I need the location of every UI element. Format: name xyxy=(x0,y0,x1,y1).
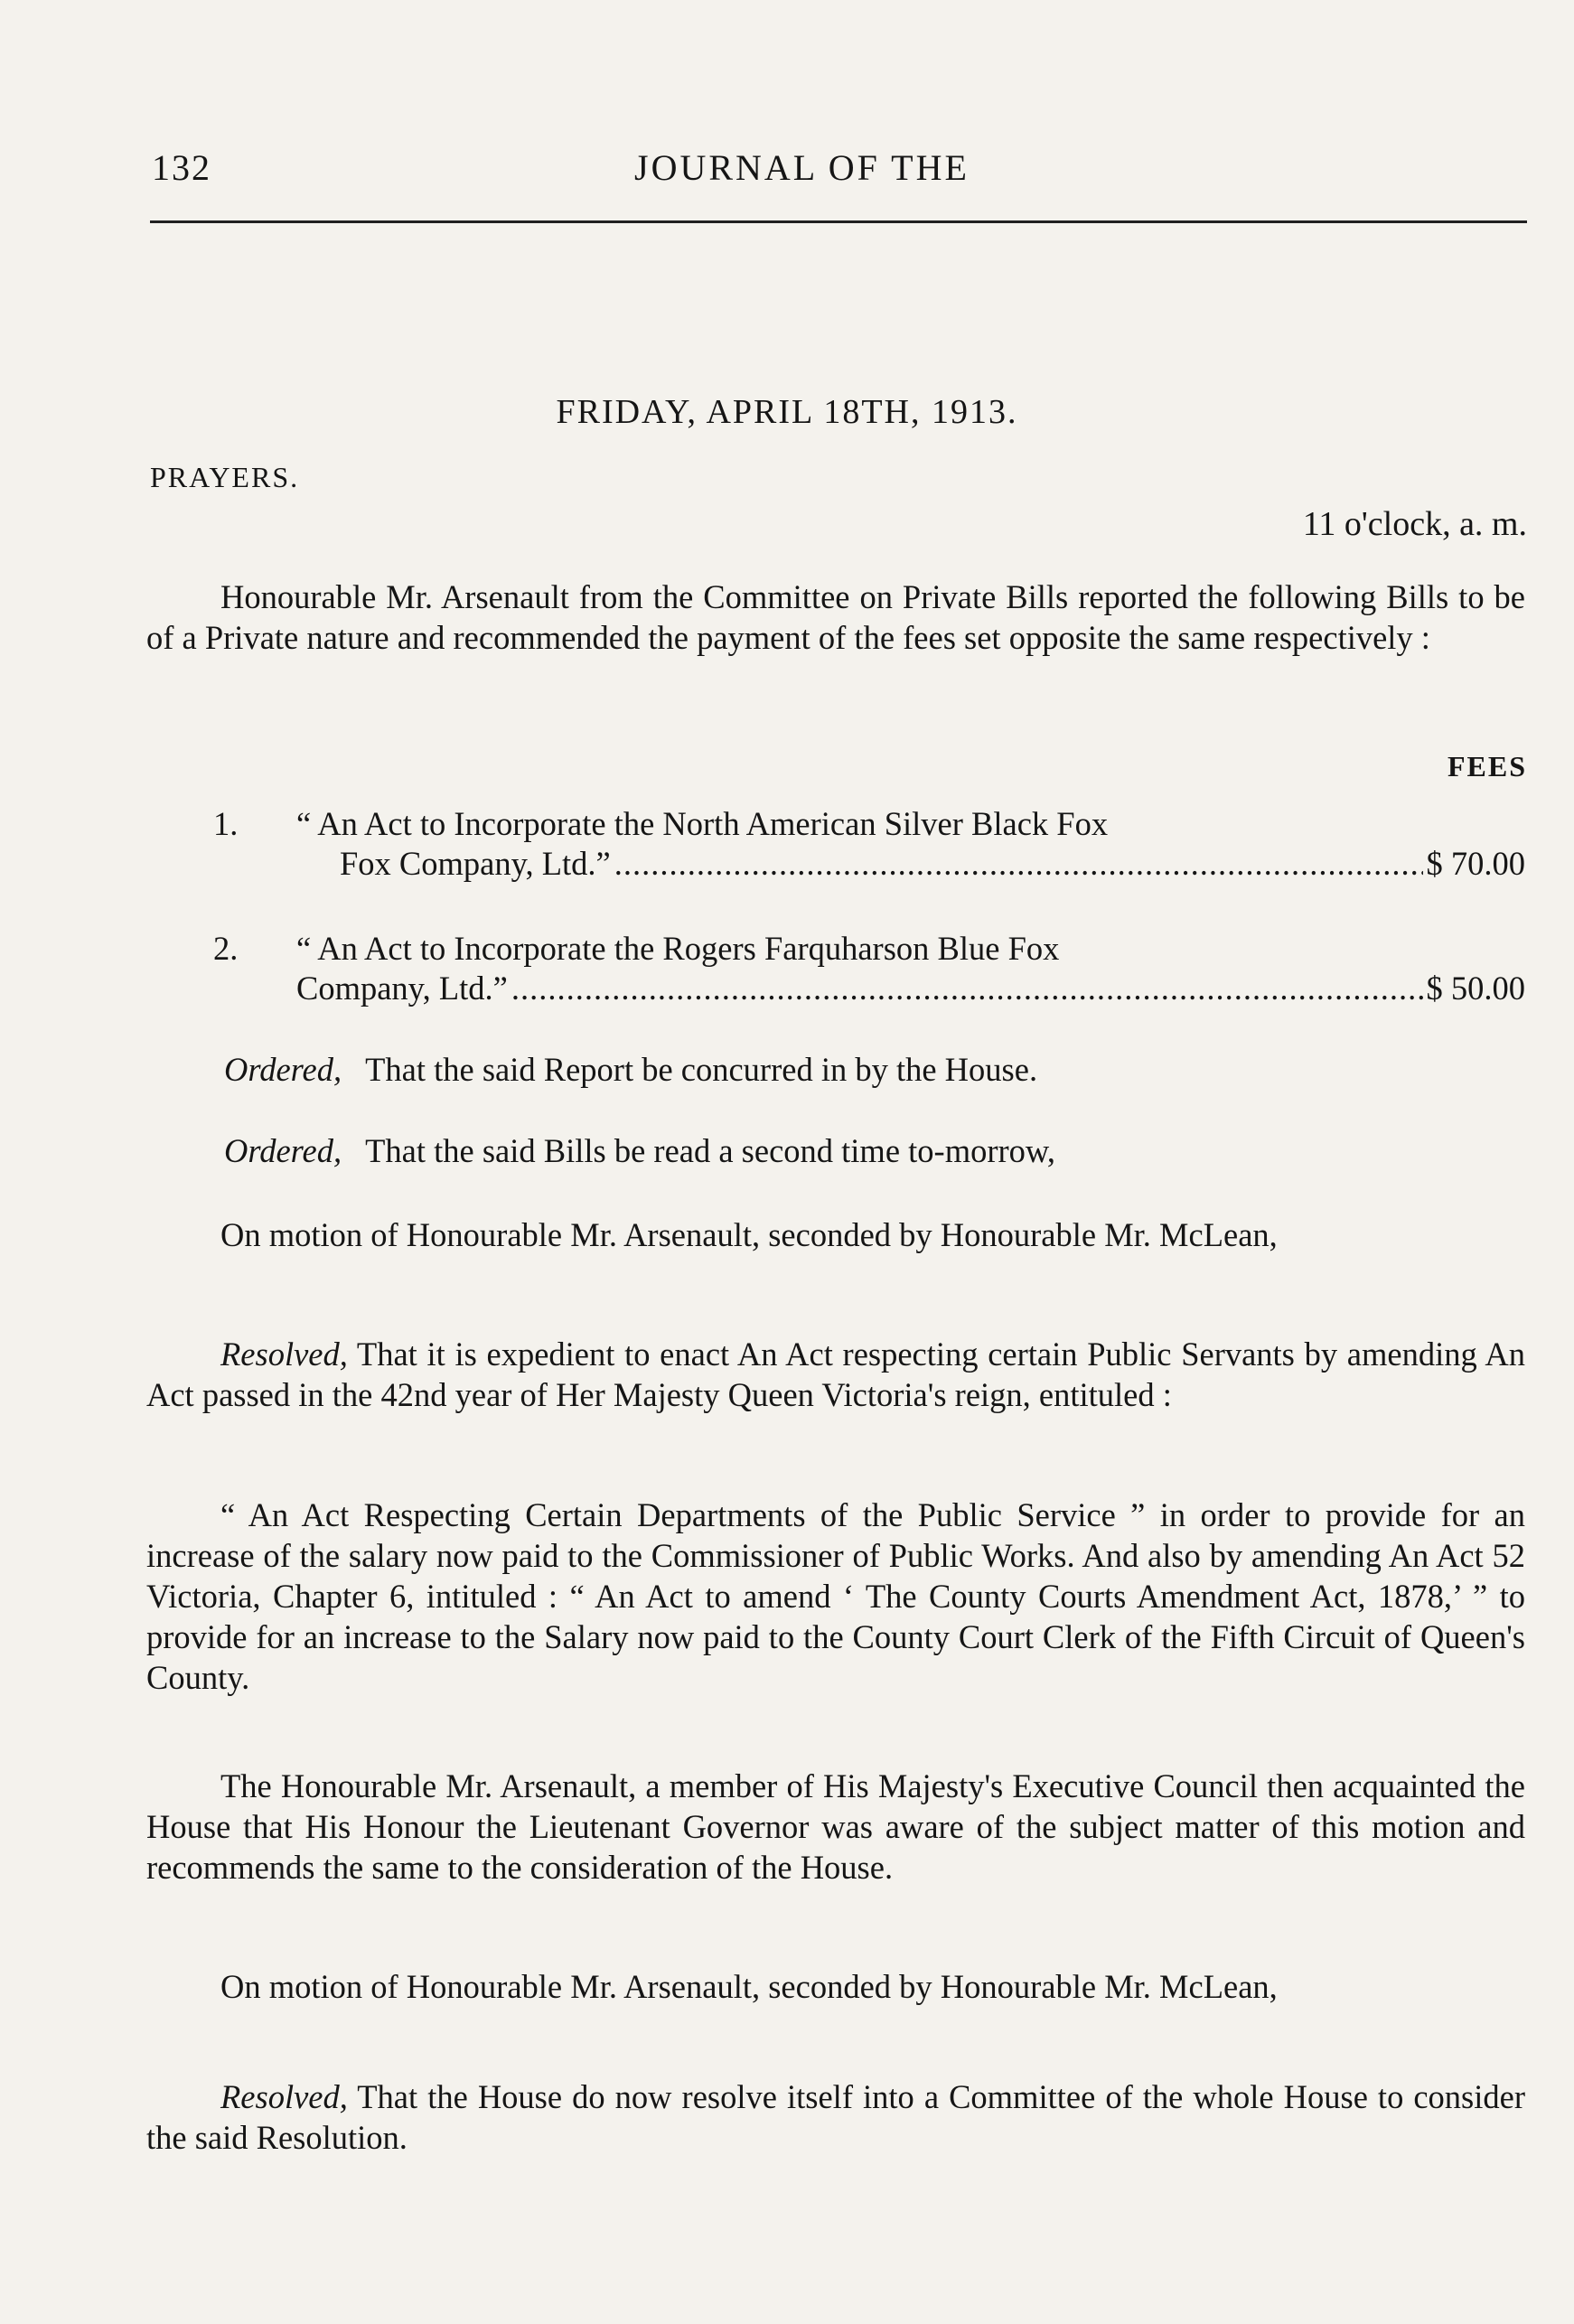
bill-item xyxy=(213,804,1525,886)
bill-item xyxy=(213,929,1525,1010)
page-header xyxy=(152,146,1525,192)
act-paragraph: “ An Act Respecting Certain Departments of the Public Service ” in order to provide for an increase of the salary now paid to the Commissioner of Public Works. And also by amending An Act 52 Victoria, Chapter 6, intituled : “ An Act to amend ‘ The County Courts Amendment Act, 1878,’ ” to provide for an increase to the Salary now paid to the County Court Clerk of the Fifth Circuit of Queen's County. xyxy=(146,1496,1525,1696)
ordered-text: That the said Report be concurred in by the House. xyxy=(365,1051,1038,1088)
motion-paragraph: On motion of Honourable Mr. Arsenault, seconded by Honourable Mr. McLean, xyxy=(220,1968,1278,2005)
bill-title-continued xyxy=(296,969,1525,1008)
motion-paragraph: On motion of Honourable Mr. Arsenault, seconded by Honourable Mr. McLean, xyxy=(220,1216,1278,1253)
leader-dots xyxy=(614,844,1423,884)
prayers-label: PRAYERS. xyxy=(150,461,300,493)
page-number: 132 xyxy=(152,147,211,188)
bill-title-continued xyxy=(340,844,1525,884)
bill-number: 1. xyxy=(213,805,239,842)
bill-company: Company, Ltd.” xyxy=(296,970,508,1007)
resolved-text: That it is expedient to enact An Act respecting certain Public Servants by amending An Act passed in the 42nd year of Her Majesty Queen Victoria's reign, entituled : xyxy=(146,1335,1526,1413)
running-title: JOURNAL OF THE xyxy=(634,147,970,188)
ordered-label: Ordered, xyxy=(224,1051,342,1088)
ordered-bills xyxy=(224,1131,1055,1170)
resolved-text: That the House do now resolve itself into a Committee of the whole House to consider the said Resolution. xyxy=(146,2078,1526,2156)
resolved-paragraph xyxy=(146,2076,1525,2158)
ordered-label: Ordered, xyxy=(224,1132,342,1169)
bill-title: “ An Act to Incorporate the Rogers Farquharson Blue Fox xyxy=(296,930,1060,967)
bill-number: 2. xyxy=(213,930,239,967)
bill-title: “ An Act to Incorporate the North American Silver Black Fox xyxy=(296,805,1109,842)
session-time: 11 o'clock, a. m. xyxy=(1302,505,1527,543)
bill-company: Fox Company, Ltd.” xyxy=(340,845,611,882)
resolved-label: Resolved, xyxy=(220,2078,348,2115)
bill-fee: $ 50.00 xyxy=(1426,970,1525,1007)
ordered-report xyxy=(224,1050,1037,1089)
ordered-text: That the said Bills be read a second time to-morrow, xyxy=(365,1132,1056,1169)
resolved-label: Resolved, xyxy=(220,1335,348,1373)
fees-label: FEES xyxy=(1447,750,1527,782)
date-heading: FRIDAY, APRIL 18TH, 1913. xyxy=(556,393,1018,431)
report-paragraph: Honourable Mr. Arsenault from the Committee on Private Bills reported the following Bills to be of a Private nature and recommended the payment of the fees set opposite the same respectively : xyxy=(146,578,1525,656)
header-rule xyxy=(150,220,1527,223)
leader-dots xyxy=(511,969,1423,1008)
bill-fee: $ 70.00 xyxy=(1426,845,1525,882)
council-paragraph: The Honourable Mr. Arsenault, a member of His Majesty's Executive Council then acquainted the House that His Honour the Lieutenant Governor was aware of the subject matter of this motion and recommends the same to the consideration of the House. xyxy=(146,1767,1525,1886)
resolved-paragraph xyxy=(146,1334,1525,1415)
